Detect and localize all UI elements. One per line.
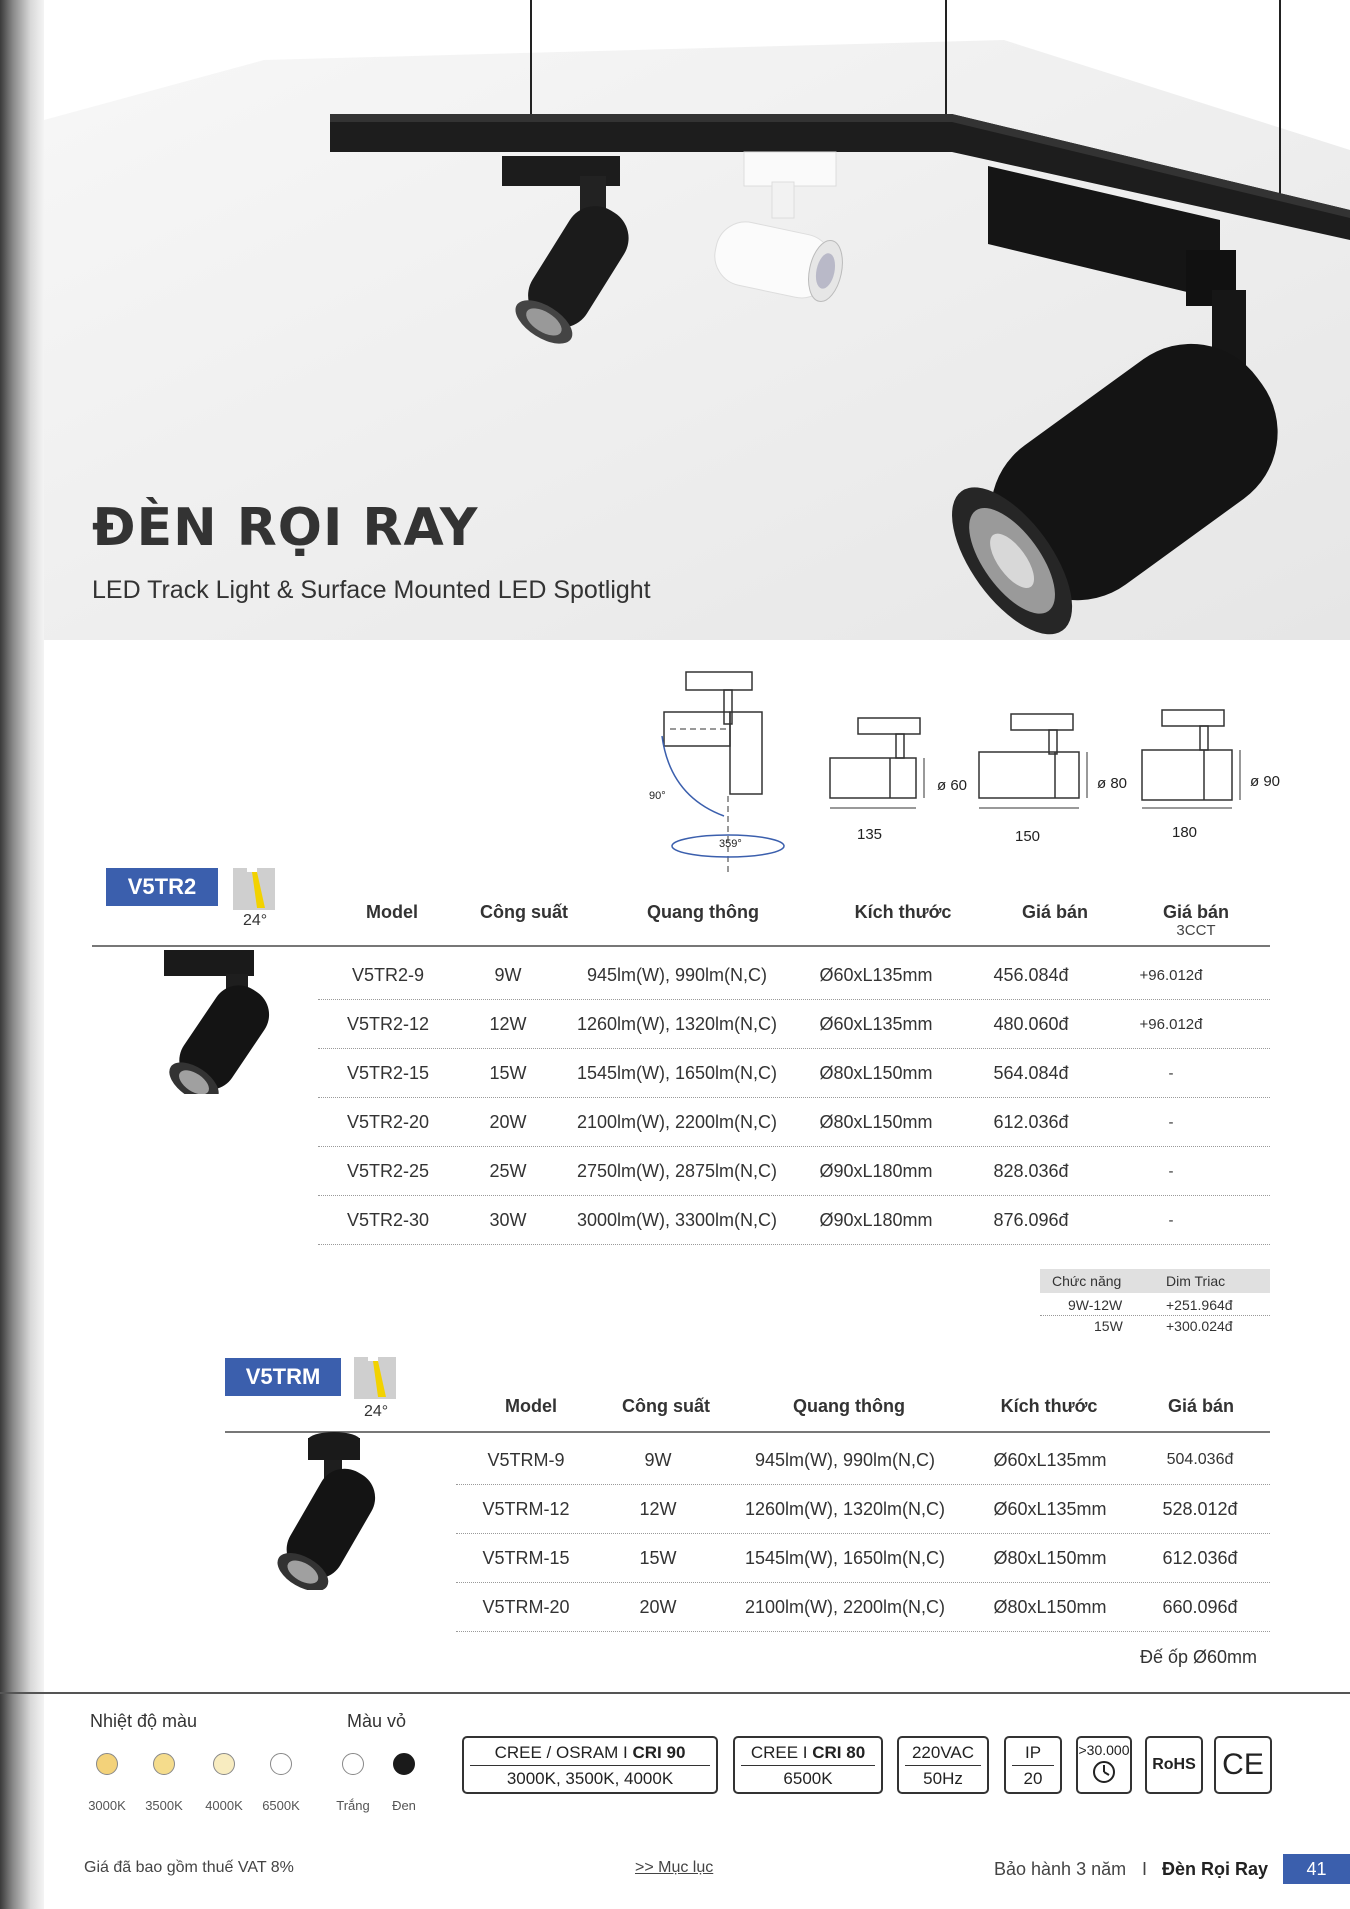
- cell-price-3cct: +96.012đ: [1139, 1015, 1203, 1033]
- ip-rating-box: [1004, 1736, 1062, 1794]
- cell-price-3cct: +96.012đ: [1139, 966, 1203, 984]
- v5tr2-header-price: Giá bán: [1021, 902, 1088, 922]
- page-title: ĐÈN RỌI RAY: [92, 498, 479, 558]
- cell-lumen: 2750lm(W), 2875lm(N,C): [576, 1160, 778, 1181]
- cell-price: 660.096đ: [1162, 1596, 1238, 1617]
- table-row: [318, 1000, 1270, 1049]
- cell-power: 9W: [644, 1449, 672, 1470]
- cell-price-3cct: -: [1168, 1211, 1174, 1229]
- beam-angle-icon: [354, 1357, 396, 1399]
- v5trm-product-image: [262, 1430, 402, 1590]
- size-diagram-60: [826, 712, 966, 812]
- size-length-135: 135: [857, 826, 883, 843]
- cell-model: V5TR2-25: [346, 1160, 430, 1181]
- cell-model: V5TR2-30: [346, 1209, 430, 1230]
- section-divider: [0, 1692, 1350, 1694]
- v5trm-base-note: Đế ốp Ø60mm: [1140, 1647, 1258, 1667]
- table-row: [318, 1147, 1270, 1196]
- cell-power: 9W: [494, 964, 522, 985]
- table-row: [318, 1098, 1270, 1147]
- v5tr2-header-size: Kích thước: [854, 902, 952, 922]
- size-length-180: 180: [1172, 824, 1198, 841]
- color-swatch-3500k: [153, 1753, 175, 1775]
- cell-lumen: 945lm(W), 990lm(N,C): [754, 1449, 936, 1470]
- color-temp-label: Nhiệt độ màu: [90, 1711, 198, 1731]
- table-row: [318, 1049, 1270, 1098]
- size-diameter-60: ø 60: [937, 777, 968, 794]
- cell-lumen: 1545lm(W), 1650lm(N,C): [744, 1547, 946, 1568]
- color-swatch-6500k: [270, 1753, 292, 1775]
- table-row: [318, 1196, 1270, 1245]
- tilt-angle-label: 90°: [649, 790, 666, 802]
- lifetime-value: >30.000: [1078, 1742, 1130, 1758]
- table-row: [318, 951, 1270, 1000]
- shell-label-black: Đen: [392, 1798, 416, 1813]
- table-row: [456, 1436, 1270, 1485]
- cell-power: 12W: [489, 1013, 527, 1034]
- cell-lumen: 3000lm(W), 3300lm(N,C): [576, 1209, 778, 1230]
- toc-link[interactable]: >> Mục lục: [635, 1859, 714, 1876]
- beam-angle-icon: [233, 868, 275, 910]
- cell-price: 456.084đ: [993, 964, 1069, 985]
- v5trm-header-model: Model: [505, 1396, 557, 1416]
- ip-label: IP: [1012, 1742, 1054, 1766]
- shell-color-label: Màu vỏ: [347, 1711, 407, 1731]
- cri90-value: CRI 90: [632, 1742, 686, 1762]
- size-length-150: 150: [1015, 828, 1041, 845]
- table-row: [456, 1583, 1270, 1632]
- page-number: 41: [1283, 1854, 1350, 1884]
- cell-power: 30W: [489, 1209, 527, 1230]
- cell-power: 20W: [639, 1596, 677, 1617]
- cri90-brand: CREE / OSRAM I: [494, 1742, 633, 1762]
- cell-power: 20W: [489, 1111, 527, 1132]
- cell-model: V5TR2-15: [346, 1062, 430, 1083]
- cell-price-3cct: -: [1168, 1162, 1174, 1180]
- cell-model: V5TR2-9: [351, 964, 425, 985]
- color-swatch-4000k: [213, 1753, 235, 1775]
- v5tr2-header-power: Công suất: [480, 902, 568, 922]
- vat-note: Giá đã bao gồm thuế VAT 8%: [84, 1859, 294, 1876]
- v5trm-header-size: Kích thước: [1000, 1396, 1098, 1416]
- size-diagram-90: [1138, 704, 1281, 814]
- cell-size: Ø80xL150mm: [993, 1547, 1107, 1568]
- v5trm-header-power: Công suất: [622, 1396, 710, 1416]
- cell-size: Ø60xL135mm: [819, 964, 933, 985]
- function-row-power: 15W: [1094, 1318, 1123, 1334]
- shell-swatch-white: [342, 1753, 364, 1775]
- color-label-3500k: 3500K: [145, 1798, 183, 1813]
- function-row-power: 9W-12W: [1068, 1297, 1123, 1313]
- cell-size: Ø80xL150mm: [993, 1596, 1107, 1617]
- cri80-spec-box: [733, 1736, 883, 1794]
- rotation-diagram: [640, 666, 800, 886]
- cell-lumen: 945lm(W), 990lm(N,C): [586, 964, 768, 985]
- function-row-price: +251.964đ: [1166, 1297, 1233, 1313]
- cell-price: 504.036đ: [1166, 1451, 1234, 1468]
- ip-value: 20: [1023, 1768, 1043, 1788]
- ce-badge: [1214, 1736, 1272, 1794]
- cell-size: Ø80xL150mm: [819, 1062, 933, 1083]
- cell-model: V5TRM-20: [482, 1596, 570, 1617]
- v5tr2-header-model: Model: [366, 902, 418, 922]
- cell-model: V5TR2-12: [346, 1013, 430, 1034]
- size-diagram-80: [975, 708, 1115, 818]
- cell-power: 15W: [639, 1547, 677, 1568]
- color-label-3000k: 3000K: [88, 1798, 126, 1813]
- v5tr2-badge: V5TR2: [106, 868, 218, 906]
- cell-size: Ø60xL135mm: [993, 1449, 1107, 1470]
- cell-size: Ø80xL150mm: [819, 1111, 933, 1132]
- v5tr2-table: [318, 951, 1270, 1245]
- cell-lumen: 1545lm(W), 1650lm(N,C): [576, 1062, 778, 1083]
- cell-power: 15W: [489, 1062, 527, 1083]
- cri80-value: CRI 80: [812, 1742, 866, 1762]
- size-diameter-90: ø 90: [1250, 773, 1281, 790]
- cell-model: V5TRM-9: [487, 1449, 565, 1470]
- v5trm-badge: V5TRM: [225, 1358, 341, 1396]
- v5trm-header-price: Giá bán: [1167, 1396, 1234, 1416]
- function-header-label: Chức năng: [1052, 1273, 1122, 1289]
- rotate-angle-label: 359°: [719, 838, 742, 850]
- cell-price-3cct: -: [1168, 1064, 1174, 1082]
- v5tr2-header-lumen: Quang thông: [647, 902, 759, 922]
- shell-label-white: Trắng: [336, 1798, 370, 1813]
- v5tr2-header-3cct: 3CCT: [1176, 922, 1216, 939]
- rohs-label: RoHS: [1152, 1756, 1196, 1773]
- frequency-value: 50Hz: [923, 1768, 963, 1788]
- cri90-temps: 3000K, 3500K, 4000K: [506, 1768, 674, 1788]
- function-row-price: +300.024đ: [1166, 1318, 1233, 1334]
- cell-size: Ø60xL135mm: [993, 1498, 1107, 1519]
- cell-size: Ø90xL180mm: [819, 1209, 933, 1230]
- cell-size: Ø90xL180mm: [819, 1160, 933, 1181]
- v5trm-header-lumen: Quang thông: [793, 1396, 905, 1416]
- cri90-spec-box: [462, 1736, 718, 1794]
- shell-swatch-black: [393, 1753, 415, 1775]
- function-row-rule: [1040, 1315, 1270, 1316]
- v5tr2-product-image: [150, 944, 290, 1094]
- cell-lumen: 2100lm(W), 2200lm(N,C): [576, 1111, 778, 1132]
- cell-price: 612.036đ: [993, 1111, 1069, 1132]
- v5trm-beam-label: 24°: [364, 1403, 389, 1420]
- color-label-4000k: 4000K: [205, 1798, 243, 1813]
- ce-label: CE: [1222, 1748, 1264, 1781]
- cri80-brand: CREE I: [750, 1742, 813, 1762]
- cell-power: 12W: [639, 1498, 677, 1519]
- cell-model: V5TRM-15: [482, 1547, 570, 1568]
- cell-model: V5TR2-20: [346, 1111, 430, 1132]
- clock-icon: [1090, 1760, 1118, 1784]
- cell-model: V5TRM-12: [482, 1498, 570, 1519]
- cri80-temps: 6500K: [783, 1768, 833, 1788]
- cell-price-3cct: -: [1168, 1113, 1174, 1131]
- cell-price: 612.036đ: [1162, 1547, 1238, 1568]
- page-subtitle: LED Track Light & Surface Mounted LED Spotlight: [92, 576, 651, 604]
- size-diameter-80: ø 80: [1097, 775, 1128, 792]
- v5tr2-header-price-3cct: Giá bán: [1162, 902, 1229, 922]
- cell-lumen: 1260lm(W), 1320lm(N,C): [744, 1498, 946, 1519]
- cell-lumen: 2100lm(W), 2200lm(N,C): [744, 1596, 946, 1617]
- v5trm-table: [456, 1436, 1270, 1632]
- voltage-value: 220VAC: [905, 1742, 981, 1766]
- cell-price: 876.096đ: [993, 1209, 1069, 1230]
- category-name: Đèn Rọi Ray: [1162, 1859, 1269, 1879]
- footer-separator: I: [1142, 1859, 1148, 1879]
- color-swatch-3000k: [96, 1753, 118, 1775]
- function-header-dim: Dim Triac: [1166, 1273, 1226, 1289]
- cell-lumen: 1260lm(W), 1320lm(N,C): [576, 1013, 778, 1034]
- cell-price: 828.036đ: [993, 1160, 1069, 1181]
- color-label-6500k: 6500K: [262, 1798, 300, 1813]
- table-row: [456, 1485, 1270, 1534]
- table-row: [456, 1534, 1270, 1583]
- voltage-spec-box: [897, 1736, 989, 1794]
- cell-price: 528.012đ: [1162, 1498, 1238, 1519]
- cell-size: Ø60xL135mm: [819, 1013, 933, 1034]
- cell-price: 564.084đ: [993, 1062, 1069, 1083]
- rohs-badge: [1145, 1736, 1203, 1794]
- cell-power: 25W: [489, 1160, 527, 1181]
- lifetime-box: [1076, 1736, 1132, 1794]
- v5tr2-beam-label: 24°: [243, 912, 268, 929]
- cell-price: 480.060đ: [993, 1013, 1069, 1034]
- warranty-note: Bảo hành 3 năm: [994, 1859, 1127, 1879]
- page-edge-shade: [0, 0, 44, 1909]
